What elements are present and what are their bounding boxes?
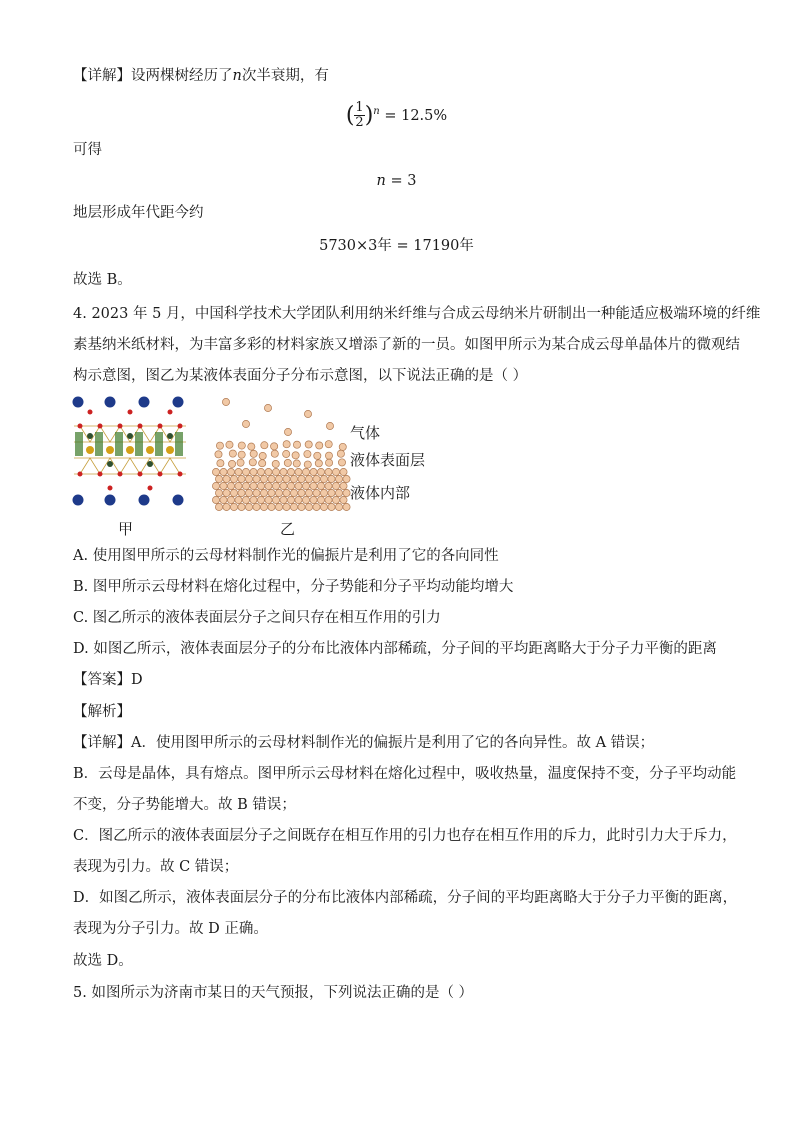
- molecule-dot: [325, 452, 332, 459]
- molecule-dot: [265, 482, 272, 489]
- molecule-dot: [223, 503, 230, 510]
- molecule-dot: [223, 475, 230, 482]
- molecule-dot: [220, 496, 227, 503]
- molecule-dot: [242, 420, 249, 427]
- molecule-dot: [242, 482, 249, 489]
- q4-conclusion: 故选 D。: [73, 953, 133, 969]
- detail-lead-text: 【详解】设两棵树经历了: [73, 68, 233, 84]
- molecule-dot: [212, 496, 219, 503]
- q4-detail-line: 表现为分子引力。故 D 正确。: [73, 921, 268, 937]
- fraction-half: $\frac{1}{2}$: [355, 100, 364, 131]
- molecule-dot: [275, 503, 282, 510]
- molecule-dot: [304, 410, 311, 417]
- q4-detail-line: B．云母是晶体，具有熔点。图甲所示云母材料在熔化过程中，吸收热量，温度保持不变，分子平均动能: [73, 766, 737, 782]
- molecule-dot: [332, 468, 339, 475]
- molecule-dot: [302, 482, 309, 489]
- molecule-dot: [238, 503, 245, 510]
- molecule-dot: [228, 460, 235, 467]
- exponent-n: n: [373, 106, 380, 117]
- molecule-dot: [238, 451, 245, 458]
- molecule-dot: [325, 459, 332, 466]
- molecule-dot: [283, 475, 290, 482]
- molecule-dot: [332, 482, 339, 489]
- molecule-dot: [249, 459, 256, 466]
- molecule-dot: [343, 503, 350, 510]
- q4-stem-line-2: 素基纳米纸材料，为丰富多彩的材料家族又增添了新的一员。如图甲所示为某合成云母单晶体片的微观结: [73, 337, 740, 353]
- molecule-dot: [230, 503, 237, 510]
- molecule-dot: [328, 489, 335, 496]
- age-label: 地层形成年代距今约: [73, 205, 204, 221]
- molecule-dot: [283, 441, 290, 448]
- molecule-dot: [317, 482, 324, 489]
- molecule-dot: [245, 503, 252, 510]
- molecule-dot: [304, 450, 311, 457]
- equation-half-life: ( $\frac{1}{2}$ )$^n$ = 12.5%: [345, 100, 448, 131]
- molecule-dot: [328, 475, 335, 482]
- molecule-dot: [260, 489, 267, 496]
- molecule-dot: [268, 503, 275, 510]
- q4-detail-line: 表现为引力。故 C 错误；: [73, 859, 239, 875]
- molecule-dot: [257, 468, 264, 475]
- molecule-dot: [250, 482, 257, 489]
- molecule-dot: [298, 503, 305, 510]
- molecule-dot: [340, 482, 347, 489]
- molecule-dot: [305, 503, 312, 510]
- detail-lead-line: [73, 66, 733, 86]
- molecule-dot: [215, 489, 222, 496]
- liquid-surface-diagram: [212, 396, 352, 516]
- molecule-dot: [287, 468, 294, 475]
- molecule-dot: [317, 468, 324, 475]
- q4-detail-line: 【详解】A．使用图甲所示的云母材料制作光的偏振片是利用了它的各向异性。故 A 错误；: [73, 735, 655, 751]
- molecule-dot: [295, 496, 302, 503]
- molecule-dot: [230, 475, 237, 482]
- molecule-dot: [298, 489, 305, 496]
- molecule-dot: [235, 496, 242, 503]
- molecule-dot: [283, 503, 290, 510]
- q4-stem-line-1: 4. 2023 年 5 月，中国科学技术大学团队利用纳米纤维与合成云母纳米片研制出一种能适应极端环境的纤维: [73, 306, 761, 322]
- molecule-dot: [271, 450, 278, 457]
- molecule-dot: [265, 496, 272, 503]
- molecule-dot: [305, 489, 312, 496]
- molecule-dot: [338, 459, 345, 466]
- molecule-dot: [242, 468, 249, 475]
- molecule-dot: [237, 459, 244, 466]
- molecule-dot: [339, 443, 346, 450]
- molecule-dot: [302, 496, 309, 503]
- molecule-dot: [220, 482, 227, 489]
- q4-answer: 【答案】D: [73, 672, 143, 688]
- molecule-dot: [293, 460, 300, 467]
- molecule-dot: [320, 489, 327, 496]
- molecule-dot: [217, 460, 224, 467]
- molecule-dot: [332, 496, 339, 503]
- molecule-dot: [337, 450, 344, 457]
- molecule-dot: [220, 468, 227, 475]
- q4-stem-line-3: 构示意图，图乙为某液体表面分子分布示意图，以下说法正确的是（ ）: [73, 368, 528, 384]
- molecule-dot: [250, 450, 257, 457]
- molecule-dot: [238, 489, 245, 496]
- molecule-dot: [340, 496, 347, 503]
- molecule-dot: [216, 442, 223, 449]
- molecule-dot: [313, 475, 320, 482]
- molecule-dot: [326, 422, 333, 429]
- molecule-dot: [215, 503, 222, 510]
- molecule-dot: [257, 496, 264, 503]
- molecule-dot: [313, 489, 320, 496]
- molecule-dot: [320, 475, 327, 482]
- molecule-dot: [268, 475, 275, 482]
- molecule-dot: [287, 496, 294, 503]
- molecule-dot: [315, 460, 322, 467]
- molecule-dot: [328, 503, 335, 510]
- molecule-dot: [316, 442, 323, 449]
- molecule-dot: [212, 482, 219, 489]
- equation-age: 5730×3年 = 17190年: [319, 238, 474, 254]
- molecule-dot: [290, 503, 297, 510]
- molecule-dot: [238, 442, 245, 449]
- molecule-dot: [259, 452, 266, 459]
- molecule-dot: [325, 468, 332, 475]
- molecule-dot: [298, 475, 305, 482]
- molecule-dot: [261, 442, 268, 449]
- molecule-dot: [325, 482, 332, 489]
- figure-caption-jia: 甲: [118, 520, 134, 538]
- molecule-dot: [238, 475, 245, 482]
- molecule-dot: [280, 468, 287, 475]
- molecule-dot: [271, 443, 278, 450]
- molecule-dot: [320, 503, 327, 510]
- molecule-dot: [284, 428, 291, 435]
- equation-n-value: n = 3: [376, 173, 417, 189]
- molecule-dot: [272, 496, 279, 503]
- molecule-dot: [302, 468, 309, 475]
- molecule-dot: [317, 496, 324, 503]
- molecule-dot: [215, 451, 222, 458]
- molecule-dot: [335, 503, 342, 510]
- q4-option-a: A. 使用图甲所示的云母材料制作光的偏振片是利用了它的各向同性: [73, 548, 499, 564]
- molecule-dot: [265, 468, 272, 475]
- molecule-dot: [264, 404, 271, 411]
- molecule-dot: [293, 441, 300, 448]
- molecule-dot: [253, 503, 260, 510]
- molecule-dot: [272, 482, 279, 489]
- molecule-dot: [295, 482, 302, 489]
- molecule-dot: [227, 482, 234, 489]
- molecule-dot: [227, 468, 234, 475]
- molecule-dot: [229, 450, 236, 457]
- label-liquid-surface: 液体表面层: [350, 451, 426, 469]
- molecule-dot: [305, 441, 312, 448]
- figure-caption-yi: 乙: [280, 520, 296, 538]
- molecule-dot: [340, 468, 347, 475]
- molecule-dot: [248, 443, 255, 450]
- molecule-dot: [235, 468, 242, 475]
- label-liquid-inner: 液体内部: [350, 484, 411, 502]
- molecule-dot: [250, 468, 257, 475]
- conclusion-q3: 故选 B。: [73, 272, 132, 288]
- molecule-dot: [253, 475, 260, 482]
- q4-analysis-head: 【解析】: [73, 704, 131, 720]
- molecule-dot: [305, 475, 312, 482]
- q4-detail-line: D．如图乙所示，液体表面层分子的分布比液体内部稀疏，分子间的平均距离略大于分子力平衡的距离，: [73, 890, 738, 906]
- q4-option-c: C. 图乙所示的液体表面层分子之间只存在相互作用的引力: [73, 610, 441, 626]
- molecule-dot: [283, 450, 290, 457]
- molecule-dot: [230, 489, 237, 496]
- molecule-dot: [227, 496, 234, 503]
- molecule-dot: [212, 468, 219, 475]
- molecule-dot: [245, 489, 252, 496]
- equation-rhs: = 12.5%: [384, 107, 448, 124]
- q4-detail-line: C．图乙所示的液体表面层分子之间既存在相互作用的引力也存在相互作用的斥力，此时引力大于斥力，: [73, 828, 737, 844]
- q4-option-d: D. 如图乙所示，液体表面层分子的分布比液体内部稀疏，分子间的平均距离略大于分子力平衡的距离: [73, 641, 717, 657]
- molecule-dot: [295, 468, 302, 475]
- molecule-dot: [313, 503, 320, 510]
- q4-figure: [70, 392, 470, 540]
- molecule-dot: [325, 496, 332, 503]
- molecule-dot: [272, 468, 279, 475]
- molecule-dot: [253, 489, 260, 496]
- molecule-dot: [284, 459, 291, 466]
- molecule-dot: [290, 489, 297, 496]
- molecule-dot: [283, 489, 290, 496]
- molecule-dot: [280, 482, 287, 489]
- q4-option-b: B. 图甲所示云母材料在熔化过程中，分子势能和分子平均动能均增大: [73, 579, 514, 595]
- q5-stem: 5. 如图所示为济南市某日的天气预报，下列说法正确的是（ ）: [73, 985, 474, 1001]
- variable-n: n: [232, 68, 242, 84]
- molecule-dot: [275, 475, 282, 482]
- molecule-dot: [310, 496, 317, 503]
- molecule-dot: [222, 398, 229, 405]
- molecule-dot: [250, 496, 257, 503]
- molecule-dot: [226, 441, 233, 448]
- q4-detail-line: 不变，分子势能增大。故 B 错误；: [73, 797, 296, 813]
- molecule-dot: [287, 482, 294, 489]
- molecule-dot: [314, 452, 321, 459]
- molecule-dot: [292, 452, 299, 459]
- molecule-dot: [275, 489, 282, 496]
- molecule-dot: [260, 475, 267, 482]
- label-gas: 气体: [350, 424, 381, 442]
- molecule-dot: [235, 482, 242, 489]
- molecule-dot: [310, 482, 317, 489]
- then-text: 可得: [73, 142, 102, 158]
- molecule-dot: [245, 475, 252, 482]
- molecule-dot: [257, 482, 264, 489]
- molecule-dot: [290, 475, 297, 482]
- detail-lead-tail: 次半衰期，有: [241, 68, 329, 84]
- molecule-dot: [272, 460, 279, 467]
- molecule-dot: [304, 461, 311, 468]
- molecule-dot: [280, 496, 287, 503]
- molecule-dot: [325, 441, 332, 448]
- molecule-dot: [260, 503, 267, 510]
- molecule-dot: [223, 489, 230, 496]
- molecule-dot: [259, 460, 266, 467]
- molecule-dot: [335, 489, 342, 496]
- molecule-dot: [215, 475, 222, 482]
- molecule-dot: [242, 496, 249, 503]
- mica-crystal-structure-diagram: [70, 392, 190, 512]
- molecule-dot: [335, 475, 342, 482]
- molecule-dot: [268, 489, 275, 496]
- molecule-dot: [310, 468, 317, 475]
